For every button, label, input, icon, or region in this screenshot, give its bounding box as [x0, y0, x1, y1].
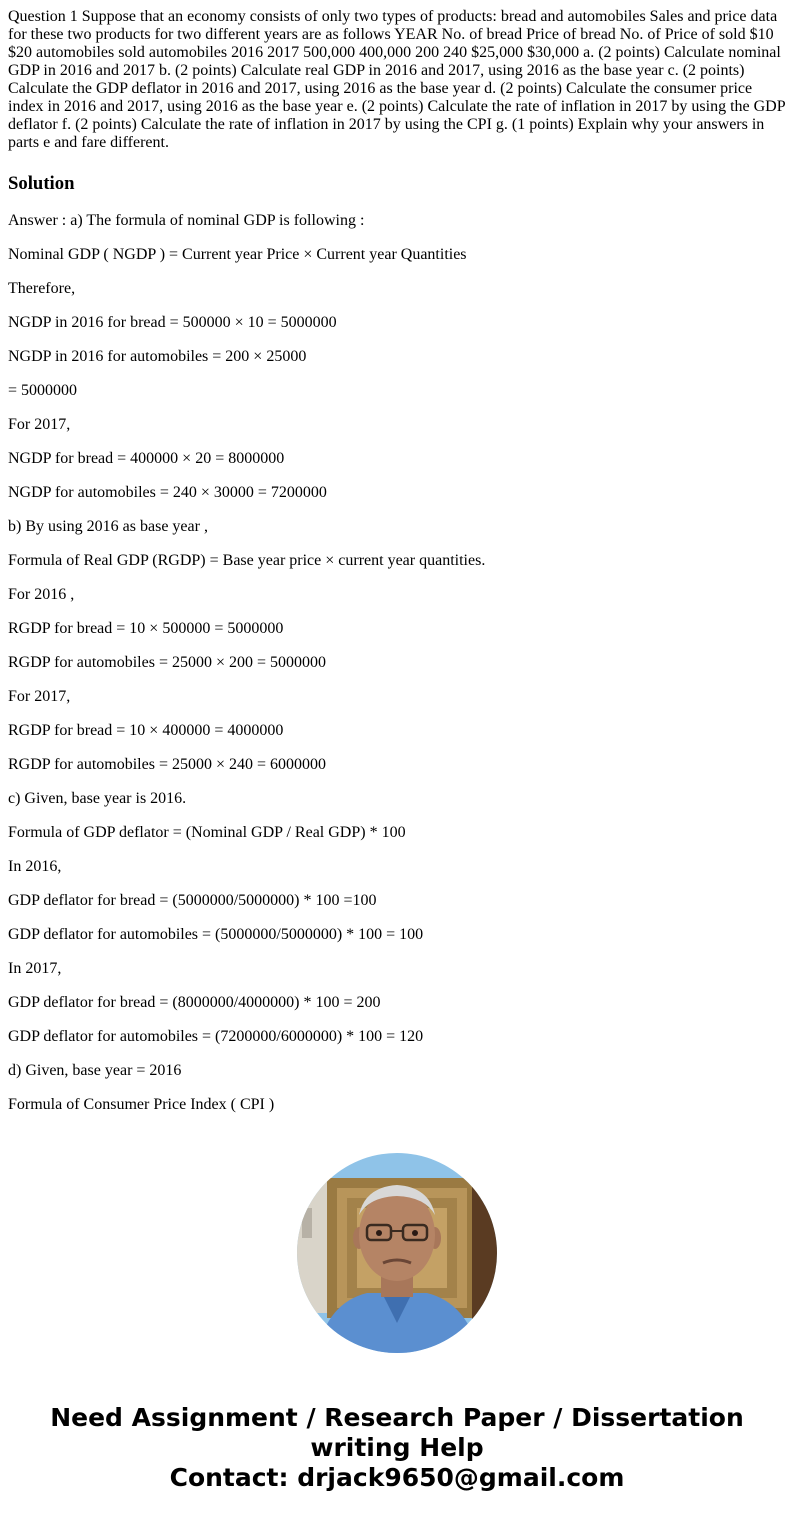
solution-line: GDP deflator for bread = (5000000/5000000) * 100 =100: [8, 892, 377, 909]
solution-line: In 2016,: [8, 858, 62, 875]
solution-line: Nominal GDP ( NGDP ) = Current year Price × Current year Quantities: [8, 246, 467, 263]
solution-heading: Solution: [8, 173, 75, 194]
solution-line: NGDP in 2016 for automobiles = 200 × 25000: [8, 348, 307, 365]
solution-line: GDP deflator for automobiles = (7200000/6000000) * 100 = 120: [8, 1028, 424, 1045]
avatar-portrait: [297, 1153, 497, 1353]
promo-contact: Contact: drjack9650@gmail.com: [169, 1463, 625, 1492]
solution-line: RGDP for bread = 10 × 500000 = 5000000: [8, 620, 284, 637]
solution-line: RGDP for automobiles = 25000 × 240 = 6000000: [8, 756, 327, 773]
solution-line: RGDP for bread = 10 × 400000 = 4000000: [8, 722, 284, 739]
solution-line: For 2016 ,: [8, 586, 75, 603]
solution-lines: [8, 212, 788, 1130]
author-avatar-icon: [297, 1153, 497, 1353]
solution-line: c) Given, base year is 2016.: [8, 790, 187, 807]
solution-line: Formula of GDP deflator = (Nominal GDP / Real GDP) * 100: [8, 824, 406, 841]
promo-line-2: writing Help: [310, 1433, 484, 1462]
solution-line: NGDP in 2016 for bread = 500000 × 10 = 5000000: [8, 314, 337, 331]
solution-line: Answer : a) The formula of nominal GDP is following :: [8, 212, 365, 229]
document-body: [8, 8, 788, 1130]
solution-line: NGDP for automobiles = 240 × 30000 = 7200000: [8, 484, 327, 501]
solution-line: In 2017,: [8, 960, 62, 977]
question-text: Question 1 Suppose that an economy consists of only two types of products: bread and automobiles Sales and price data for these two products for two different years are as follows YEAR No. of bread Price of bread No. of Price of sold $10 $20 automobiles sold automobiles 2016 2017 500,000 400,000 200 240 $25,000 $30,000 a. (2 points) Calculate nominal GDP in 2016 and 2017 b. (2 points) Calculate real GDP in 2016 and 2017, using 2016 as the base year c. (2 points) Calculate the GDP deflator in 2016 and 2017, using 2016 as the base year d. (2 points) Calculate the consumer price index in 2016 and 2017, using 2016 as the base year e. (2 points) Calculate the rate of inflation in 2017 by using the GDP deflator f. (2 points) Calculate the rate of inflation in 2017 by using the CPI g. (1 points) Explain why your answers in parts e and fare different.: [8, 8, 786, 151]
solution-line: GDP deflator for bread = (8000000/4000000) * 100 = 200: [8, 994, 381, 1011]
solution-line: = 5000000: [8, 382, 78, 399]
solution-line: RGDP for automobiles = 25000 × 200 = 5000000: [8, 654, 327, 671]
solution-line: Formula of Consumer Price Index ( CPI ): [8, 1096, 275, 1113]
solution-line: For 2017,: [8, 416, 71, 433]
solution-line: b) By using 2016 as base year ,: [8, 518, 208, 535]
promo-line-1: Need Assignment / Research Paper / Dissertation: [50, 1403, 744, 1432]
solution-line: Formula of Real GDP (RGDP) = Base year price × current year quantities.: [8, 552, 486, 569]
solution-line: d) Given, base year = 2016: [8, 1062, 182, 1079]
solution-line: Therefore,: [8, 280, 76, 297]
solution-line: NGDP for bread = 400000 × 20 = 8000000: [8, 450, 285, 467]
promo-banner: [0, 1403, 794, 1493]
solution-line: GDP deflator for automobiles = (5000000/5000000) * 100 = 100: [8, 926, 424, 943]
solution-line: For 2017,: [8, 688, 71, 705]
